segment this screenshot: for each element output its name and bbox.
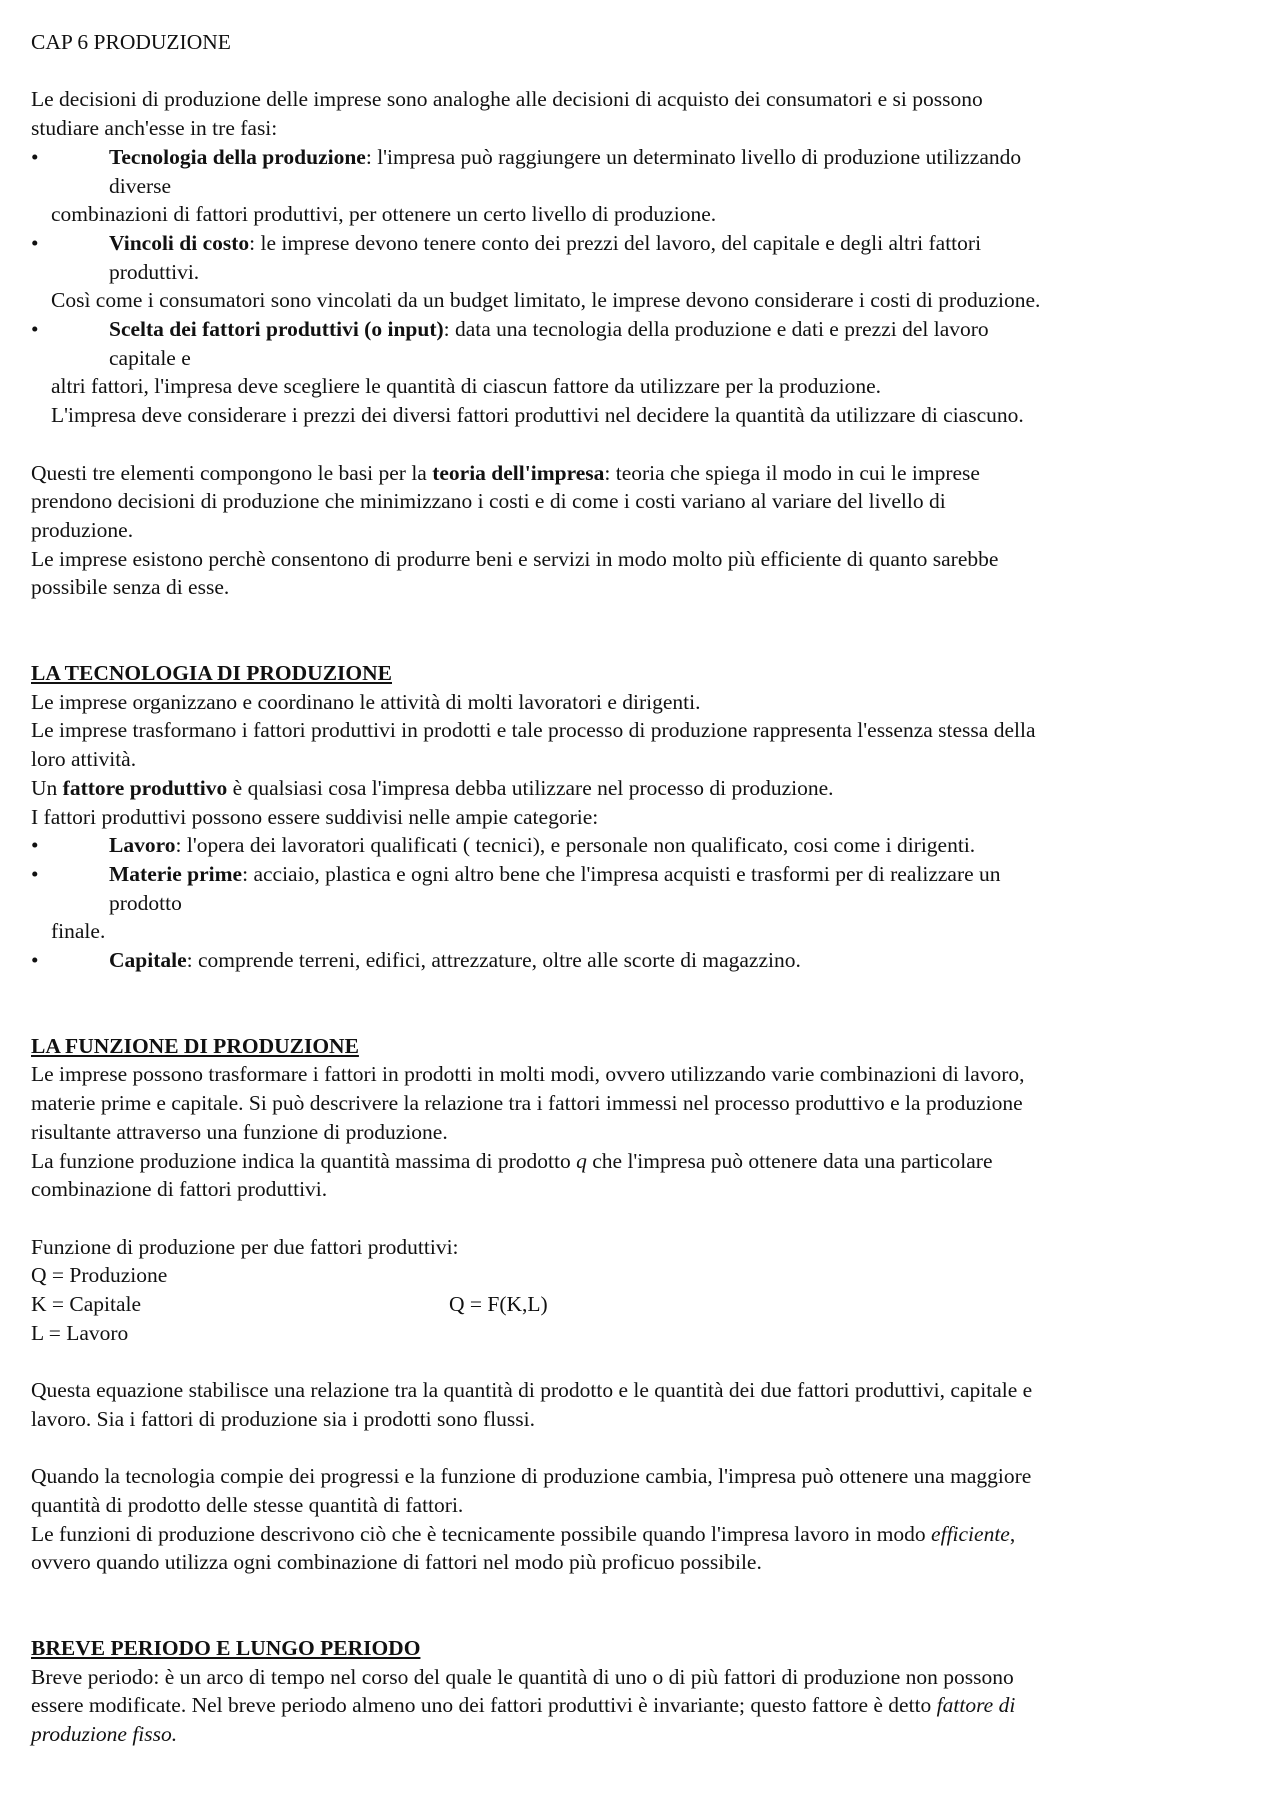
bullet-icon: • [31, 230, 39, 255]
bullet-icon: • [31, 833, 39, 858]
section-heading-production-function: LA FUNZIONE DI PRODUZIONE [31, 1033, 359, 1058]
chapter-title: CAP 6 PRODUZIONE [31, 30, 231, 54]
phase-item-cost-constraints: • Vincoli di costo: le imprese devono tenere conto dei prezzi del lavoro, del capitale e degli altri fattori produttivi. [31, 230, 982, 284]
bullet-icon: • [31, 948, 39, 973]
bullet-icon: • [31, 861, 39, 886]
equation-paragraph: Questa equazione stabilisce una relazione tra la quantità di prodotto e le quantità dei due fattori produttivi, capitale e lavoro. Sia i fattori di produzione sia i prodotti sono flussi. [31, 1378, 1033, 1431]
section-heading-periods: BREVE PERIODO E LUNGO PERIODO [31, 1636, 421, 1661]
phase-item-input-choice: • Scelta dei fattori produttivi (o input): data una tecnologia della produzione e dati e prezzi del lavoro capitale e [31, 317, 989, 370]
two-factor-definitions: Funzione di produzione per due fattori produttivi: Q = Produzione K = Capitale Q = F(K,L) L = Lavoro [31, 1234, 548, 1345]
document-page: CAP 6 PRODUZIONE Le decisioni di produzione delle imprese sono analoghe alle decisioni di acquisto dei consumatori e si possono studiare anch'esse in tre fasi: • Tecnologia della produzione: l'impresa può raggiungere un determinato livello di produzione utilizzando diverse combinazioni di fattori produttivi, per ottenere un certo livello di produzione. • Vincoli di costo: le imprese devono tenere conto dei prezzi del lavoro, del capitale e degli altri fattori produttivi. Così come i consumatori sono vincolati da un budget limitato, le imprese devono considerare i costi di produzione. • Scelta dei fattori produttivi (o input): data una tecnologia della produzione e dati e prezzi del lavoro capitale e altri fattori, l'impresa deve scegliere le quantità di ciascun fattore da utilizzare per la produzione. L'impresa deve considerare i prezzi dei diversi fattori produttivi nel decidere la quantità da utilizzare di ciascuno. Questi tre elementi compongono le basi per la teoria dell'impresa: teoria che spiega il modo in cui le imprese prendono decisioni di produzione che minimizzano i costi e di come i costi variano al variare del livello di produzione. Le imprese esistono perchè consentono di produrre beni e servizi in modo molto più efficiente di quanto sarebbe possibile senza di esse. LA TECNOLOGIA DI PRODUZIONE Le imprese organizzano e coordinano le attività di molti lavoratori e dirigenti. Le imprese trasformano i fattori produttivi in prodotti e tale processo di produzione rappresenta l'essenza stessa della loro attività. Un fattore produttivo è qualsiasi cosa l'impresa debba utilizzare nel processo di produzione. I fattori produttivi possono essere suddivisi nelle ampie categorie: • Lavoro: l'opera dei lavoratori qualificati ( tecnici), e personale non qualificato, cosi come i dirigenti. • Materie prime: acciaio, plastica e ogni altro bene che l'impresa acquisti e trasformi per di realizzare un prodotto finale. • Capitale: comprende terreni, edifici, attrezzature, oltre alle scorte di magazzino. LA FUNZIONE DI PRODUZIONE Le imprese possono trasformare i fattori in prodotti in molti modi, ovvero utilizzando varie combinazioni di lavoro, materie prime e capitale. Si può descrivere la relazione tra i fattori immessi nel processo produttivo e la produzione risultante attraverso una funzione di produzione. La funzione produzione indica la quantità massima di prodotto q che l'impresa può ottenere data una particolare combinazione di fattori produttivi. Funzione di produzione per due fattori produttivi: Q = Produzione K = Capitale Q = F(K,L) L = Lavoro Questa equazione stabilisce una relazione tra la quantità di prodotto e le quantità dei due fattori produttivi, capitale e lavoro. Sia i fattori di produzione sia i prodotti sono flussi. Quando la tecnologia compie dei progressi e la funzione di produzione cambia, l'impresa può ottenere una maggiore quantità di prodotto delle stesse quantità di fattori. Le funzioni di produzione descrivono ciò che è tecnicamente possibile quando l'impresa lavoro in modo efficiente, ovvero quando utilizza ogni combinazione di fattori nel modo più proficuo possibile. BREVE PERIODO E LUNGO PERIODO Breve periodo: è un arco di tempo nel corso del quale le quantità di uno o di più fattori di produzione non possono essere modificate. Nel breve periodo almeno uno dei fattori produttivi è invariante; questo fattore è detto fattore di produzione fisso. [31, 28, 1256, 1749]
bullet-icon: • [31, 317, 39, 342]
periods-paragraph: Breve periodo: è un arco di tempo nel corso del quale le quantità di uno o di più fattori di produzione non possono essere modificate. Nel breve periodo almeno uno dei fattori produttivi è invariante; questo fattore è detto fattore di produzione fisso. [31, 1664, 1016, 1747]
bullet-icon: • [31, 144, 39, 169]
production-function-paragraph: Le imprese possono trasformare i fattori in prodotti in molti modi, ovvero utilizzando varie combinazioni di lavoro, materie prime e capitale. Si può descrivere la relazione tra i fattori immessi nel processo produttivo e la produzione risultante attraverso una funzione di produzione. La funzione produzione indica la quantità massima di prodotto q che l'impresa può ottenere data una particolare combinazione di fattori produttivi. [31, 1062, 1025, 1202]
factor-item-labor: • Lavoro: l'opera dei lavoratori qualificati ( tecnici), e personale non qualificato, cosi come i dirigenti. [31, 831, 1256, 860]
factor-item-capital: • Capitale: comprende terreni, edifici, attrezzature, oltre alle scorte di magazzino. [31, 946, 1256, 975]
technology-paragraph: Le imprese organizzano e coordinano le attività di molti lavoratori e dirigenti. Le imprese trasformano i fattori produttivi in prodotti e tale processo di produzione rappresenta l'essenza stessa della loro attività. Un fattore produttivo è qualsiasi cosa l'impresa debba utilizzare nel processo di produzione. I fattori produttivi possono essere suddivisi nelle ampie categorie: [31, 689, 1036, 829]
phase-item-technology: • Tecnologia della produzione: l'impresa può raggiungere un determinato livello di produzione utilizzando diverse [31, 144, 1022, 198]
technology-progress-paragraph: Quando la tecnologia compie dei progressi e la funzione di produzione cambia, l'impresa può ottenere una maggiore quantità di prodotto delle stesse quantità di fattori. Le funzioni di produzione descrivono ciò che è tecnicamente possibile quando l'impresa lavoro in modo efficiente, ovvero quando utilizza ogni combinazione di fattori nel modo più proficuo possibile. [31, 1464, 1032, 1575]
production-formula: Q = F(K,L) [449, 1292, 548, 1317]
intro-paragraph: Le decisioni di produzione delle imprese sono analoghe alle decisioni di acquisto dei consumatori e si possono studiare anch'esse in tre fasi: [31, 87, 983, 141]
section-heading-technology: LA TECNOLOGIA DI PRODUZIONE [31, 661, 392, 686]
factor-item-materials: • Materie prime: acciaio, plastica e ogni altro bene che l'impresa acquisti e trasformi per di realizzare un prodotto [31, 861, 1001, 915]
theory-paragraph: Questi tre elementi compongono le basi per la teoria dell'impresa: teoria che spiega il modo in cui le imprese prendono decisioni di produzione che minimizzano i costi e di come i costi variano al variare del livello di produzione. Le imprese esistono perchè consentono di produrre beni e servizi in modo molto più efficiente di quanto sarebbe possibile senza di esse. [31, 460, 999, 600]
